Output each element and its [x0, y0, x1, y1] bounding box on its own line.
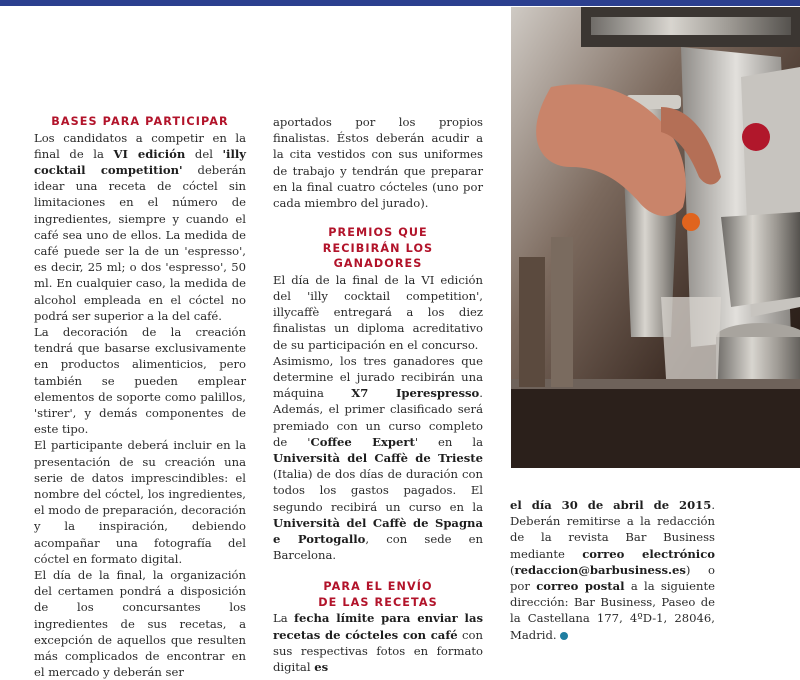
- paragraph-bases-1: [34, 130, 246, 324]
- bold-run: Università del Caffè de Trieste: [273, 450, 483, 465]
- bold-run: correo electrónico: [582, 546, 715, 561]
- text-run: . Deberán remitirse a la redacción de la revista Bar Business mediante: [510, 498, 715, 561]
- bold-run: fecha límite para enviar las recetas de cócteles con café: [273, 611, 483, 642]
- bold-run: el día 30 de abril de 2015: [510, 498, 712, 512]
- top-rule: [0, 0, 800, 6]
- text-run: a la siguiente dirección: Bar Business, Paseo de la Castellana 177, 4ºD-1, 28046, Madrid.: [510, 579, 715, 642]
- paragraph-premios-1: El día de la final de la VI edición del 'illy cocktail competition', illycaffè entregará a los diez finalistas un diploma acreditativo de su participación en el concurso.: [273, 272, 483, 352]
- bold-run: Università del Caffè de Spagna e Portogallo: [273, 515, 483, 546]
- bold-run: VI edición: [113, 146, 186, 161]
- bold-run: Coffee Expert: [310, 434, 415, 449]
- bold-run: correo postal: [536, 579, 625, 594]
- text-run: Asimismo, los tres ganadores que determine el jurado recibirán una máquina: [273, 353, 483, 401]
- section-heading-premios: PREMIOS QUE RECIBIRÁN LOS GANADORES: [322, 226, 434, 271]
- photo-illustration: [511, 7, 800, 468]
- bold-run: X7 Iperespresso: [351, 386, 480, 401]
- paragraph-envio-2: [510, 497, 715, 643]
- column-2: [273, 114, 483, 675]
- text-run: La: [273, 611, 295, 626]
- text-run: Los candidatos a competir en la final de la: [34, 130, 246, 161]
- text-run: (: [510, 562, 515, 577]
- section-heading-envio: PARA EL ENVÍO DE LAS RECETAS: [318, 580, 438, 609]
- text-run: (Italia) de dos días de duración con todos los gastos pagados. El segundo recibirá un curso en la: [273, 467, 483, 514]
- text-run: . Además, el primer clasificado será premiado con un curso completo de ': [273, 386, 483, 449]
- bartender-photo: [511, 7, 800, 468]
- paragraph-envio-1: [273, 610, 483, 675]
- bold-run: redaccion@barbusiness.es: [514, 562, 686, 577]
- text-run: del: [185, 146, 223, 161]
- text-run: ) o por: [510, 562, 715, 594]
- paragraph-bases-2: La decoración de la creación tendrá que basarse exclusivamente en productos alimenticios, pero también se pueden emplear elementos de soporte como palillos, 'stirer', y demás componentes de este tipo.: [34, 324, 246, 437]
- paragraph-bases-3: El participante deberá incluir en la presentación de su creación una serie de datos imprescindibles: el nombre del cóctel, los ingredientes, el modo de preparación, decoración y la inspiración, debiendo acompañar una fotografía del cóctel en formato digital.: [34, 438, 246, 566]
- paragraph-continuation: aportados por los propios finalistas. Éstos deberán acudir a la cita vestidos con sus uniformes de trabajo y tendrán que preparar en la final cuatro cócteles (uno por cada miembro del jurado).: [273, 115, 483, 211]
- column-3: [510, 497, 715, 643]
- paragraph-bases-4: El día de la final, la organización del certamen pondrá a disposición de los concursantes los ingredientes de sus recetas, a excepción de aquellos que resulten más complicados de encontrar en el mercado y deberán ser: [34, 567, 246, 680]
- end-of-article-icon: [560, 632, 568, 640]
- text-run: ' en la: [414, 434, 483, 449]
- text-run: , con sede en Barcelona.: [273, 531, 483, 563]
- bold-run: es: [314, 659, 329, 674]
- column-1: [34, 114, 246, 680]
- bold-run: 'illy cocktail competition': [34, 146, 246, 177]
- text-run: deberán idear una receta de cóctel sin limitaciones en el número de ingredientes, siempre y cuando el café sea uno de ellos. La medida de café puede ser la de un 'espresso', es decir, 25 ml; o dos 'espresso', 50 ml. En cualquier caso, la medida de alcohol empleada en el cóctel no podrá ser superior a la del café.: [34, 162, 247, 323]
- paragraph-premios-2: [273, 353, 483, 564]
- section-heading-bases: BASES PARA PARTICIPAR: [51, 115, 229, 128]
- text-run: con sus respectivas fotos en formato digital: [273, 627, 483, 674]
